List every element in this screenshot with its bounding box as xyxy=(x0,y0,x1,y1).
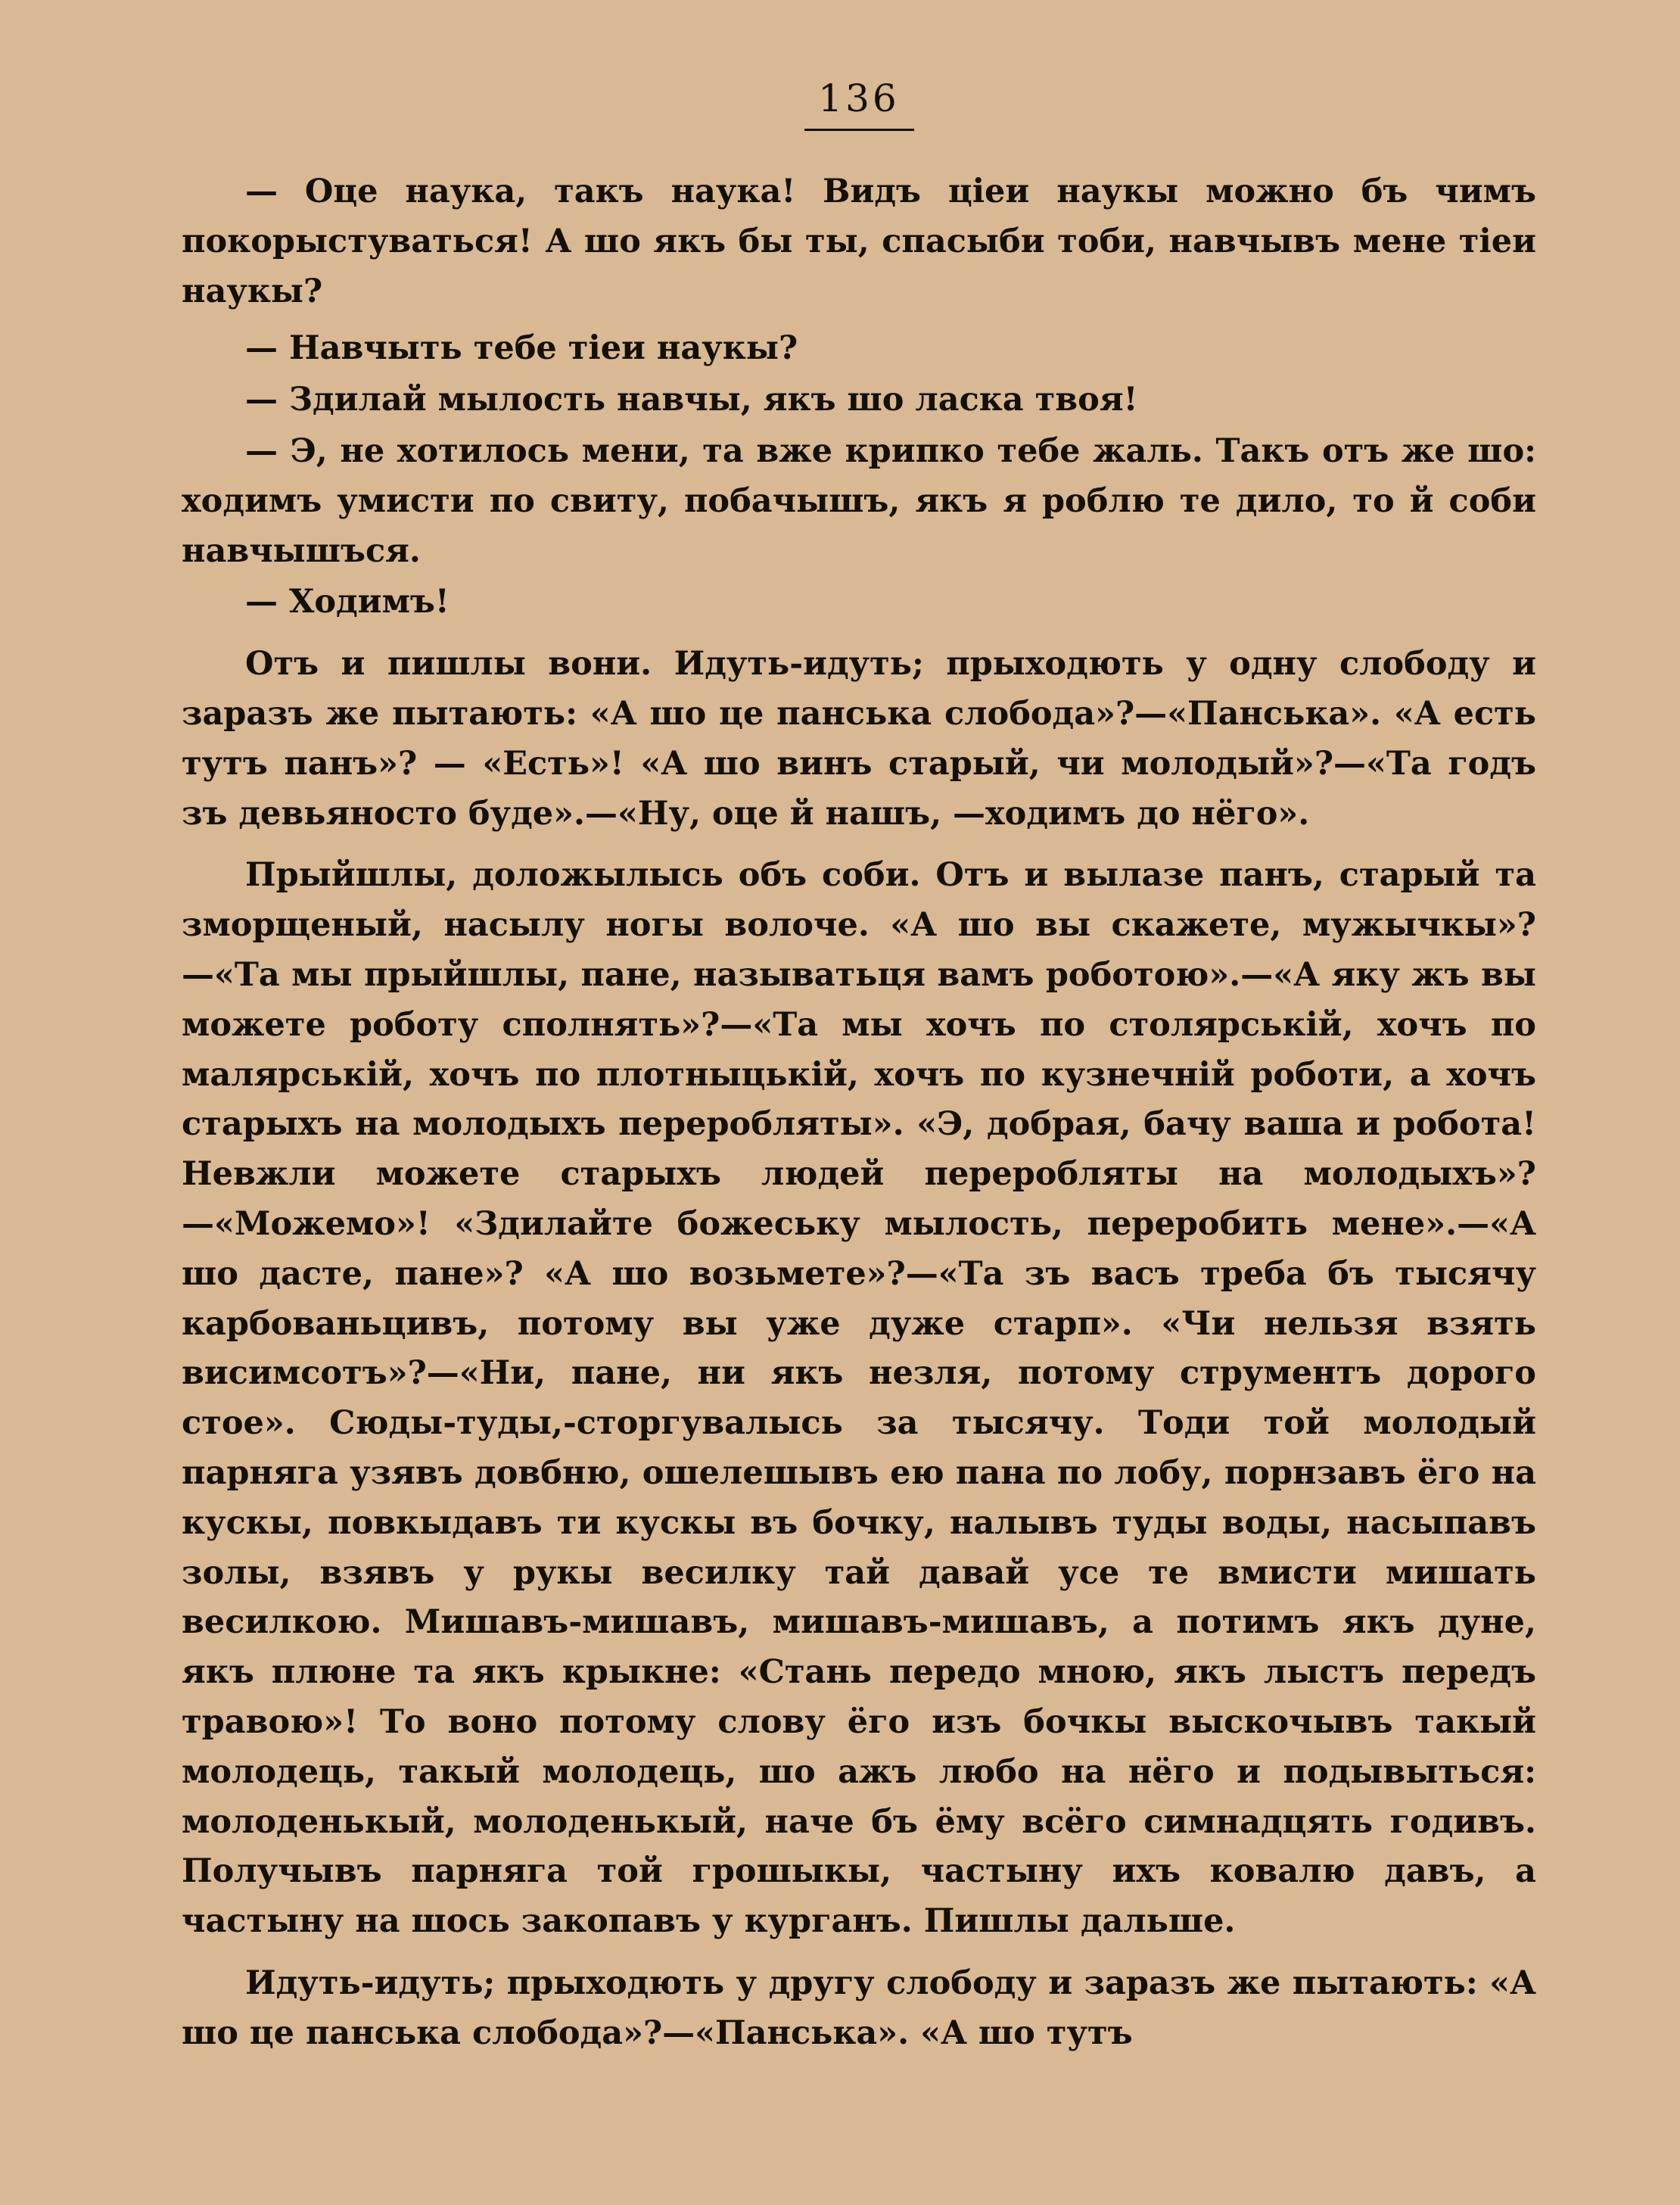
paragraph-dialogue-5: — Ходимъ! xyxy=(245,583,450,621)
book-page xyxy=(182,76,1536,2066)
paragraph-dialogue-3: — Здилай мылость навчы, якъ шо ласка твоя! xyxy=(245,381,1138,419)
paragraph-dialogue-1: — Оце наука, такъ наука! Видъ ціеи наукы можно бъ чимъ покорыстуваться! А шо якъ бы ты, спасыби тоби, навчывъ мене тіеи наукы? xyxy=(182,173,1536,310)
paragraph-dialogue-2: — Навчыть тебе тіеи наукы? xyxy=(245,329,798,368)
paragraph-narrative-1: Отъ и пишлы вони. Идуть-идуть; прыходють у одну слободу и заразъ же пытають: «А шо це панська слобода»?—«Панська». «А есть тутъ панъ»? — «Есть»! «А шо винъ старый, чи молодый»?—«Та годъ зъ девьяносто буде».—«Ну, оце й нашъ, —ходимъ до нёго». xyxy=(182,645,1536,833)
paragraph-dialogue-4: — Э, не хотилось мени, та вже крипко тебе жаль. Такъ отъ же шо: ходимъ умисти по свиту, побачышъ, якъ я роблю те дило, то й соби навчышъся. xyxy=(182,431,1536,570)
header-rule xyxy=(804,129,914,131)
body-text xyxy=(182,167,1536,2058)
paragraph-narrative-2: Прыйшлы, доложылысь объ соби. Отъ и вылазе панъ, старый та зморщеный, насылу ногы волоче. «А шо вы скажете, мужычкы»?—«Та мы прыйшлы, пане, называтьця вамъ роботою».—«А яку жъ вы можете роботу сполнять»?—«Та мы хочъ по столярській, хочъ по малярській, хочъ по плотныцькій, хочъ по кузнечній роботи, а хочъ старыхъ на молодыхъ переробляты». «Э, добрая, бачу ваша и робота! Невжли можете старыхъ людей переробляты на молодыхъ»?—«Можемо»! «Здилайте божеську мылость, переробить мене».—«А шо дасте, пане»? «А шо возьмете»?—«Та зъ васъ треба бъ тысячу карбованьцивъ, потому вы уже дуже старп». «Чи нельзя взять висимсотъ»?—«Ни, пане, ни якъ незля, потому струментъ дорого стое». Сюды-туды,-сторгувалысь за тысячу. Тоди той молодый парняга узявъ довбню, ошелешывъ ею пана по лобу, порнзавъ ёго на кускы, повкыдавъ ти кускы въ бочку, налывъ туды воды, насыпавъ золы, взявъ у рукы весилку тай давай усе те вмисти мишать весилкою. Мишавъ-мишавъ, мишавъ-мишавъ, а потимъ якъ дуне, якъ плюне та якъ крыкне: «Стань передо мною, якъ лыстъ передъ травою»! То воно потому слову ёго изъ бочкы выскочывъ такый молодець, такый молодець, шо ажъ любо на нёго и подывыться: молоденькый, молоденькый, наче бъ ёму всёго симнадцять годивъ. Получывъ парняга той грошыкы, частыну ихъ ковалю давъ, а частыну на шось закопавъ у курганъ. Пишлы дальше. xyxy=(182,856,1536,1941)
page-number: 136 xyxy=(818,76,900,120)
paragraph-narrative-3: Идуть-идуть; прыходють у другу слободу и заразъ же пытають: «А шо це панська слобода»?—«Панська». «А шо тутъ xyxy=(182,1964,1536,2052)
